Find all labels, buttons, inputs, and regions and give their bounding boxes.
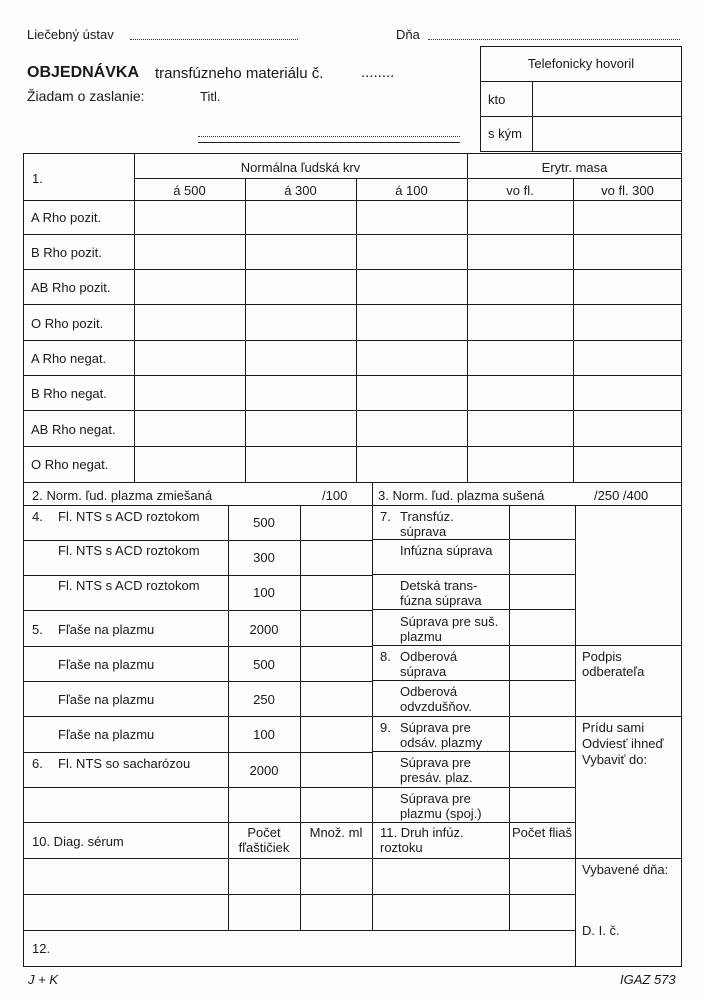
pickup-now: Odviesť ihneď xyxy=(582,736,664,751)
item-label: Fľaše na plazmu xyxy=(58,692,155,707)
order-number-dots[interactable]: ........ xyxy=(361,64,395,81)
institution-field[interactable] xyxy=(130,39,298,40)
pickup-self: Prídu sami xyxy=(582,720,645,735)
table-line xyxy=(509,505,510,858)
kto-field[interactable] xyxy=(534,83,680,115)
item-number: 5. xyxy=(32,622,43,637)
item-qty: 250 xyxy=(253,692,275,707)
phone-box-title: Telefonicky hovoril xyxy=(527,56,635,71)
row-label: O Rho pozit. xyxy=(31,316,104,331)
item-label: Súprava pre presáv. plaz. xyxy=(400,755,473,785)
item-label: Fľaše na plazmu xyxy=(58,622,155,637)
table-line xyxy=(300,505,301,822)
item-qty: 500 xyxy=(253,515,275,530)
item-number: 9. xyxy=(380,720,391,735)
table-line xyxy=(23,894,575,895)
item-label: Fl. NTS s ACD roztokom xyxy=(58,578,200,593)
table-line xyxy=(23,446,682,447)
item-number: 6. xyxy=(32,756,43,771)
item-qty: 100 xyxy=(253,727,275,742)
table-line xyxy=(372,680,575,681)
s-kym-field[interactable] xyxy=(534,118,680,150)
table-line xyxy=(23,930,575,931)
table-line xyxy=(372,574,575,575)
item-qty: 2000 xyxy=(249,763,279,778)
item-qty: 2000 xyxy=(249,622,279,637)
row-label: AB Rho negat. xyxy=(31,422,116,437)
table-line xyxy=(23,482,682,483)
item-qty: 100 xyxy=(253,585,275,600)
plasma-dried-sizes: /250 /400 xyxy=(594,488,649,503)
pickup-by: Vybaviť do: xyxy=(582,752,648,767)
table-line xyxy=(134,178,682,179)
table-line xyxy=(575,858,682,859)
diag-count-label: Počet fľaštičiek xyxy=(238,825,290,855)
col-a100: á 100 xyxy=(395,183,428,198)
table-line xyxy=(573,178,574,482)
item-number: 8. xyxy=(380,649,391,664)
footer-form-code: IGAZ 573 xyxy=(620,972,676,987)
diag-serum-label: 10. Diag. sérum xyxy=(32,834,124,849)
item-qty: 300 xyxy=(253,550,275,565)
table-line xyxy=(372,751,575,752)
row-label: A Rho pozit. xyxy=(31,210,102,225)
item-qty: 500 xyxy=(253,657,275,672)
erythro-mass-header: Erytr. masa xyxy=(541,160,608,175)
table-line xyxy=(23,200,682,201)
table-line xyxy=(356,178,357,482)
item-label: Fľaše na plazmu xyxy=(58,727,155,742)
item-label: Súprava pre odsáv. plazmy xyxy=(400,720,483,750)
plasma-dried-label: 3. Norm. ľud. plazma sušená xyxy=(378,488,545,503)
table-line xyxy=(23,681,372,682)
plasma-mixed-label: 2. Norm. ľud. plazma zmiešaná xyxy=(32,488,213,503)
table-line xyxy=(467,153,468,482)
row-label: B Rho pozit. xyxy=(31,245,102,260)
table-line xyxy=(372,716,682,717)
table-line xyxy=(23,646,372,647)
item-label: Súprava pre plazmu (spoj.) xyxy=(400,791,482,821)
item-label: Fl. NTS s ACD roztokom xyxy=(58,509,200,524)
table-line xyxy=(372,645,682,646)
phone-divider xyxy=(532,81,533,151)
diag-amount-label: Množ. ml xyxy=(309,825,363,840)
table-line xyxy=(23,375,682,376)
infusion-type-label: 11. Druh infúz. roztoku xyxy=(380,825,464,855)
item-label: Odberová odvzdušňov. xyxy=(400,684,473,714)
titl-label: Titl. xyxy=(200,89,221,104)
table-line xyxy=(23,787,372,788)
table-line xyxy=(23,505,682,506)
item-number: 7. xyxy=(380,509,391,524)
table-line xyxy=(245,178,246,482)
dic-label: D. I. č. xyxy=(582,923,620,938)
section-1-number: 1. xyxy=(32,171,43,186)
signature-label: Podpis odberateľa xyxy=(582,649,645,679)
request-underline xyxy=(198,142,460,143)
item-label: Súprava pre suš. plazmu xyxy=(400,614,499,644)
table-line xyxy=(23,858,575,859)
table-line xyxy=(23,822,575,823)
plasma-mixed-size: /100 xyxy=(322,488,348,503)
row-label: B Rho negat. xyxy=(31,386,107,401)
form-title-rest: transfúzneho materiálu č. xyxy=(155,65,324,82)
phone-divider xyxy=(481,81,681,82)
item-label: Transfúz. súprava xyxy=(400,509,454,539)
item-label: Fl. NTS s ACD roztokom xyxy=(58,543,200,558)
request-field[interactable] xyxy=(198,136,460,137)
item-label: Odberová súprava xyxy=(400,649,458,679)
table-line xyxy=(575,505,576,967)
item-number: 4. xyxy=(32,509,43,524)
table-line xyxy=(23,410,682,411)
table-line xyxy=(23,575,372,576)
col-a500: á 500 xyxy=(173,183,206,198)
form-title-bold: OBJEDNÁVKA xyxy=(27,64,140,81)
table-line xyxy=(23,340,682,341)
request-label: Žiadam o zaslanie: xyxy=(27,88,145,104)
institution-label: Liečebný ústav xyxy=(27,27,114,42)
row-label: O Rho negat. xyxy=(31,457,109,472)
s-kym-label: s kým xyxy=(488,126,522,141)
normal-blood-header: Normálna ľudská krv xyxy=(240,160,361,175)
completed-label: Vybavené dňa: xyxy=(582,862,669,877)
item-label: Fľaše na plazmu xyxy=(58,657,155,672)
table-line xyxy=(23,610,372,611)
item-label: Detská trans-fúzna súprava xyxy=(400,578,482,608)
col-a300: á 300 xyxy=(284,183,317,198)
table-line xyxy=(372,609,575,610)
table-line xyxy=(23,269,682,270)
table-line xyxy=(372,787,575,788)
table-line xyxy=(23,234,682,235)
phone-divider xyxy=(481,116,681,117)
date-label: Dňa xyxy=(396,27,420,42)
date-field[interactable] xyxy=(428,39,680,40)
col-vo-fl-300: vo fl. 300 xyxy=(601,183,654,198)
table-line xyxy=(23,716,372,717)
item-12-number: 12. xyxy=(32,941,51,956)
table-line xyxy=(372,858,373,930)
footer-left: J + K xyxy=(28,972,58,987)
col-vo-fl: vo fl. xyxy=(506,183,534,198)
row-label: A Rho negat. xyxy=(31,351,107,366)
item-label: Fl. NTS so sacharózou xyxy=(58,756,191,771)
table-line xyxy=(23,304,682,305)
item-label: Infúzna súprava xyxy=(400,543,493,558)
table-line xyxy=(23,540,372,541)
table-line xyxy=(372,539,575,540)
row-label: AB Rho pozit. xyxy=(31,280,111,295)
table-line xyxy=(23,752,372,753)
bottles-count-label: Počet fliaš xyxy=(512,825,572,840)
table-line xyxy=(134,153,135,482)
kto-label: kto xyxy=(488,92,506,107)
